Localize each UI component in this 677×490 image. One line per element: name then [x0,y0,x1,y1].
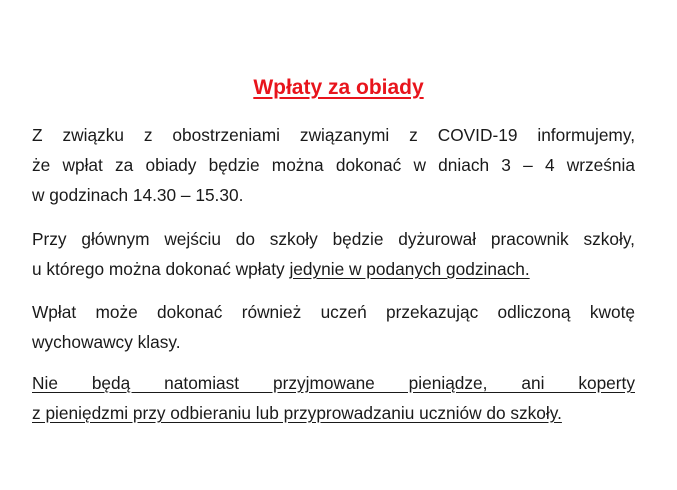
paragraph-student-payment [32,297,635,357]
paragraph-line: wychowawcy klasy. [32,332,181,352]
paragraph-line [32,254,635,284]
paragraph-line: w godzinach 14.30 – 15.30. [32,185,244,205]
paragraph-text: u którego można dokonać wpłaty [32,259,290,279]
paragraph-line: Przy głównym wejściu do szkoły będzie dyżurował pracownik szkoły, [32,229,635,249]
document-title [0,74,677,102]
paragraph-line: Z związku z obostrzeniami związanymi z COVID-19 informujemy, [32,125,635,145]
paragraph-line: że wpłat za obiady będzie można dokonać w dniach 3 – 4 września [32,155,635,175]
paragraph-line: Wpłat może dokonać również uczeń przekazując odliczoną kwotę [32,302,635,322]
paragraph-payment-dates [32,120,635,210]
document-title-text: Wpłaty za obiady [253,76,424,99]
paragraph-envelopes-notice [32,368,635,428]
paragraph-line: Nie będą natomiast przyjmowane pieniądze, ani koperty [32,373,635,393]
paragraph-school-entrance [32,224,635,284]
underlined-text: jedynie w podanych godzinach. [289,259,530,279]
paragraph-line: z pieniędzmi przy odbieraniu lub przyprowadzaniu uczniów do szkoły. [32,403,562,423]
